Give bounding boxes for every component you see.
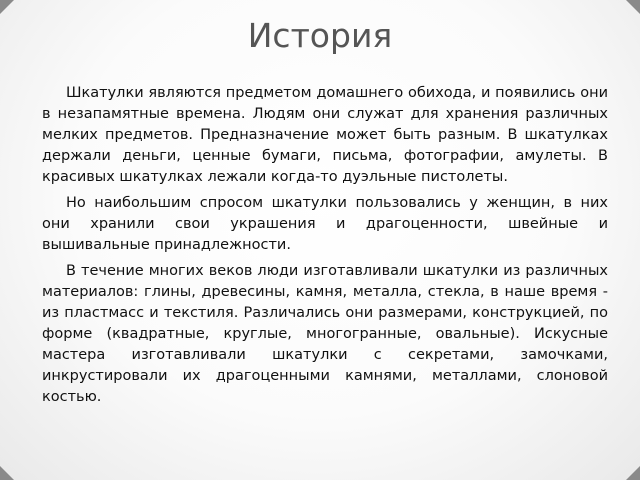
slide-body	[42, 83, 608, 413]
paragraph-3: В течение многих веков люди изготавливали шкатулки из различных материалов: глины, древесины, камня, металла, стекла, в наше время - из пластмасс и текстиля. Различались они размерами, конструкцией, по форме (квадратные, круглые, многогранные, овальные). Искусные мастера изготавливали шкатулки с секретами, замочками, инкрустировали их драгоценными камнями, металлами, слоновой костью.	[42, 263, 608, 405]
corner-decoration-bottom-right	[626, 466, 640, 480]
slide-title: История	[247, 16, 393, 55]
paragraph-2: Но наибольшим спросом шкатулки пользовались у женщин, в них они хранили свои украшения и драгоценности, швейные и вышивальные принадлежности.	[42, 195, 608, 253]
corner-decoration-bottom-left	[0, 466, 14, 480]
corner-decoration-top-right	[626, 0, 640, 14]
paragraph-1: Шкатулки являются предметом домашнего обихода, и появились они в незапамятные времена. Людям они служат для хранения различных мелких предметов. Предназначение может быть разным. В шкатулках держали деньги, ценные бумаги, письма, фотографии, амулеты. В красивых шкатулках лежали когда-то дуэльные пистолеты.	[42, 85, 608, 185]
corner-decoration-top-left	[0, 0, 14, 14]
